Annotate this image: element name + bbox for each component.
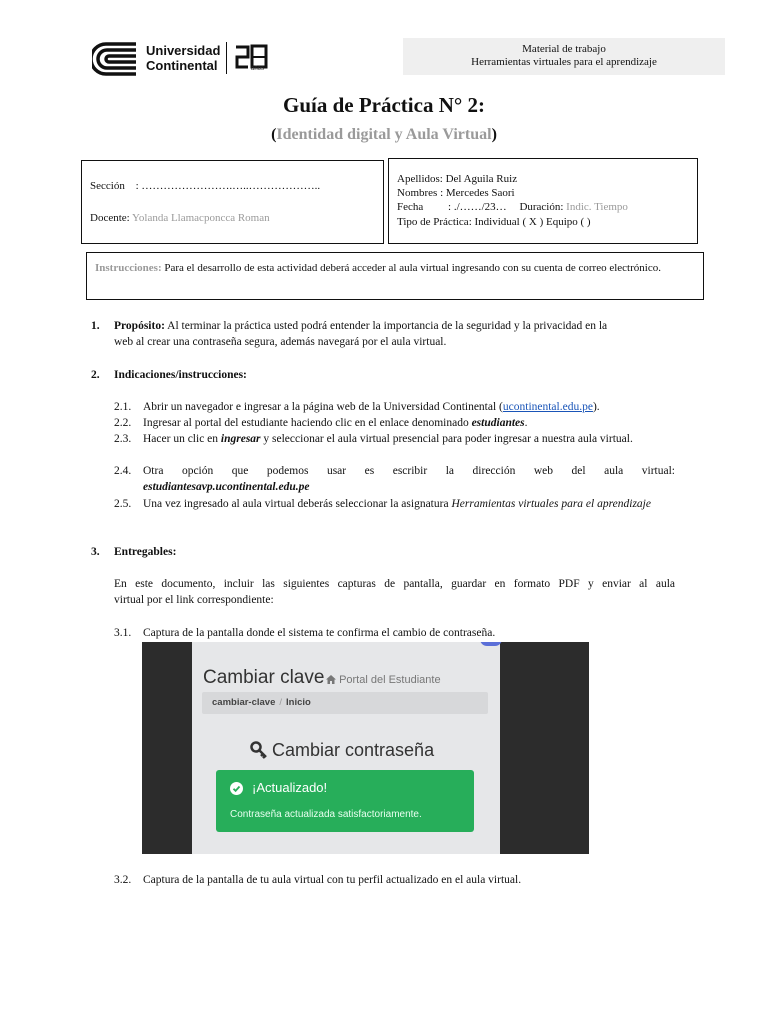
- item-2-5-number: 2.5.: [114, 498, 132, 510]
- logo-line-1: Universidad: [146, 43, 221, 58]
- item-2-2-number: 2.2.: [114, 417, 132, 429]
- item-2-5-text: [143, 496, 675, 512]
- breadcrumb-separator: /: [279, 697, 283, 708]
- duracion-label: Duración:: [519, 201, 564, 213]
- subtitle-text: Identidad digital y Aula Virtual: [276, 126, 492, 143]
- home-icon: [326, 675, 336, 684]
- item-2-1-post: ).: [592, 401, 600, 413]
- section-value: : …………………….…..………………..: [135, 180, 321, 192]
- ucontinental-link[interactable]: ucontinental.edu.pe: [502, 401, 593, 413]
- page-title: Guía de Práctica N° 2:: [282, 93, 486, 117]
- fecha-row: [397, 201, 628, 213]
- section-docente-box: [81, 160, 384, 244]
- logo-line-2: Continental: [146, 58, 218, 73]
- subtitle-close-paren: ): [491, 126, 497, 143]
- docente-label: Docente:: [90, 212, 130, 224]
- logo-divider: [226, 42, 227, 74]
- item-3-1-number: 3.1.: [114, 627, 132, 639]
- item-2-4-number: 2.4.: [114, 465, 132, 477]
- item-2-3-post: y seleccionar el aula virtual presencial para poder ingresar a nuestra aula virtual.: [260, 433, 633, 445]
- item-2-4-pre: Otra opción que podemos usar es escribir la dirección web del aula virtual:: [143, 465, 675, 477]
- screenshot-heading: Cambiar contraseña: [272, 740, 435, 760]
- item-2-1-text: [143, 399, 675, 415]
- item-2-3-text: [143, 431, 675, 447]
- success-alert: [216, 770, 474, 832]
- sec1-label: Propósito:: [114, 320, 165, 332]
- asignatura-name: Herramientas virtuales para el aprendizaje: [451, 498, 651, 510]
- student-info-box: [388, 158, 698, 244]
- item-2-4-text: [143, 463, 675, 495]
- tipo-practica-row: Tipo de Práctica: Individual ( X ) Equipo ( ): [397, 216, 591, 228]
- item-2-2-post: .: [524, 417, 528, 429]
- alert-title: ¡Actualizado!: [252, 780, 328, 795]
- check-circle-icon: [230, 782, 243, 795]
- breadcrumb-item-2: Inicio: [286, 697, 311, 708]
- sec2-number: 2.: [91, 369, 100, 381]
- item-3-2-number: 3.2.: [114, 874, 132, 886]
- docente-row: [90, 212, 270, 224]
- sec3-label: Entregables:: [114, 546, 177, 558]
- section-row: [90, 180, 320, 192]
- instructions-box: [86, 252, 704, 300]
- nombres-row: Nombres : Mercedes Saori: [397, 187, 515, 199]
- sec3-line-1: En este documento, incluir las siguientes capturas de pantalla, guardar en formato PDF y enviar al aula: [114, 578, 675, 590]
- sec3-number: 3.: [91, 546, 100, 558]
- sec1-paragraph: [114, 318, 680, 350]
- item-2-1-number: 2.1.: [114, 401, 132, 413]
- section-label: Sección: [90, 180, 125, 192]
- anniversary-label: años: [251, 66, 265, 72]
- item-2-2-emphasis: estudiantes: [471, 417, 525, 429]
- item-2-3-pre: Hacer un clic en: [143, 433, 221, 445]
- instructions-label: Instrucciones:: [95, 262, 162, 274]
- sec1-line-2: web al crear una contraseña segura, además navegará por el aula virtual.: [114, 336, 447, 348]
- aula-virtual-address: estudiantesavp.ucontinental.edu.pe: [143, 481, 310, 493]
- key-icon: [250, 741, 268, 761]
- item-2-5-pre: Una vez ingresado al aula virtual deberás seleccionar la asignatura: [143, 498, 452, 510]
- item-2-1-pre: Abrir un navegador e ingresar a la página web de la Universidad Continental (: [143, 401, 503, 413]
- screenshot-portal-text: Portal del Estudiante: [339, 674, 441, 686]
- screenshot-portal-link: [326, 674, 441, 686]
- docente-value: Yolanda Llamacponcca Roman: [132, 212, 270, 224]
- password-change-screenshot: [142, 642, 589, 854]
- apellidos-row: Apellidos: Del Aguila Ruiz: [397, 173, 518, 185]
- sec3-line-2: virtual por el link correspondiente:: [114, 594, 274, 606]
- item-2-2-text: [143, 415, 675, 431]
- universidad-continental-logo-icon: [92, 42, 138, 76]
- item-3-2-text: Captura de la pantalla de tu aula virtual con tu perfil actualizado en el aula virtual.: [143, 874, 522, 886]
- instructions-text: Para el desarrollo de esta actividad deberá acceder al aula virtual ingresando con su cuenta de correo electrónico.: [164, 262, 661, 274]
- sec1-number: 1.: [91, 320, 100, 332]
- item-2-2-pre: Ingresar al portal del estudiante haciendo clic en el enlace denominado: [143, 417, 472, 429]
- material-header-box: [403, 38, 725, 75]
- item-2-3-number: 2.3.: [114, 433, 132, 445]
- sec1-line-1: Al terminar la práctica usted podrá entender la importancia de la seguridad y la privacidad en la: [167, 320, 608, 332]
- logo-text: [146, 43, 220, 73]
- sec2-label: Indicaciones/instrucciones:: [114, 369, 247, 381]
- screenshot-panel: [192, 642, 500, 854]
- material-line-1: Material de trabajo: [522, 43, 606, 55]
- alert-message: Contraseña actualizada satisfactoriamente.: [230, 809, 422, 820]
- subtitle-open-paren: (: [271, 126, 277, 143]
- sec3-paragraph: [114, 576, 675, 608]
- page-subtitle: [0, 126, 768, 144]
- fecha-value: : ./……/23…: [448, 201, 507, 213]
- item-3-1-text: Captura de la pantalla donde el sistema te confirma el cambio de contraseña.: [143, 627, 496, 639]
- breadcrumb-item-1: cambiar-clave: [212, 697, 276, 708]
- duracion-value: Indic. Tiempo: [566, 201, 628, 213]
- screenshot-top-badge: [480, 642, 502, 646]
- screenshot-title: Cambiar clave: [203, 667, 325, 688]
- material-line-2: Herramientas virtuales para el aprendizaje: [471, 56, 657, 68]
- screenshot-breadcrumb: [202, 692, 488, 714]
- item-2-3-emphasis: ingresar: [220, 433, 261, 445]
- fecha-label: Fecha: [397, 201, 424, 213]
